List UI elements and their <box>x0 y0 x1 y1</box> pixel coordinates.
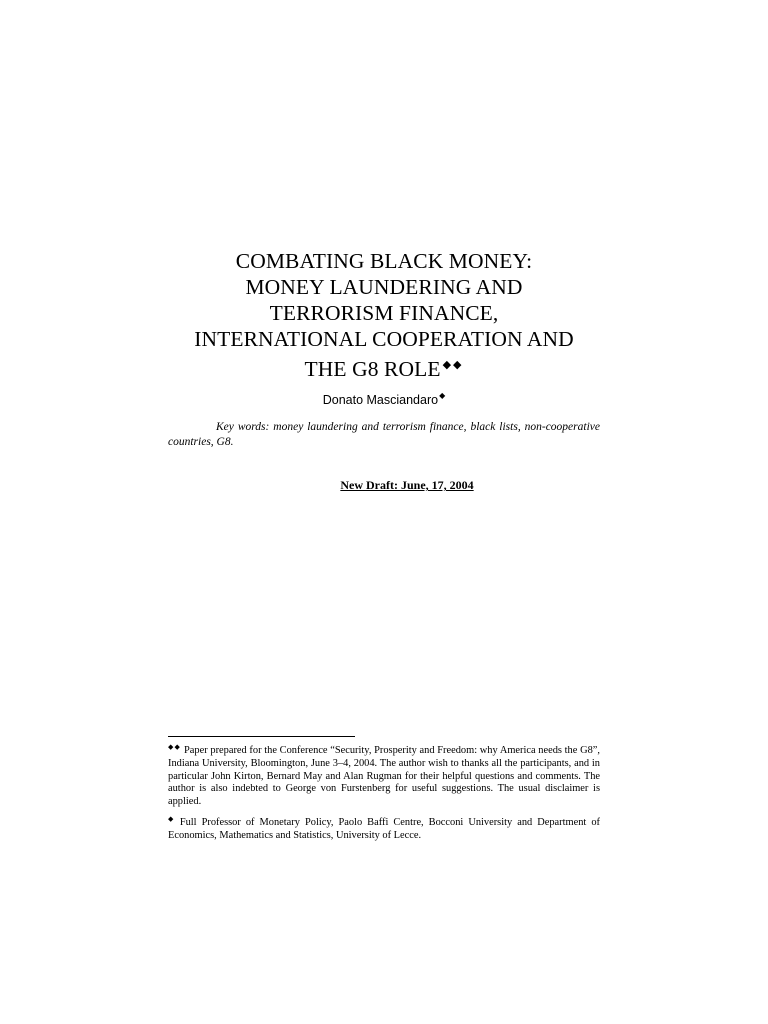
keywords-text: money laundering and terrorism finance, black lists, non-cooperative countries, G8. <box>168 421 600 448</box>
title-line-1: COMBATING BLACK MONEY: <box>235 249 533 273</box>
footnote-2-mark: ◆ <box>168 814 177 823</box>
title-line-5: THE G8 ROLE <box>304 357 441 381</box>
footnote-1-mark: ◆◆ <box>168 743 181 751</box>
footnote-separator <box>168 736 355 737</box>
footnote-1 <box>168 741 600 809</box>
title-line-5-wrapper <box>168 352 600 382</box>
keywords-label: Key words: <box>216 421 270 433</box>
footnote-2-text: Full Professor of Monetary Policy, Paolo Baffi Centre, Bocconi University and Department of Economics, Mathematics and Statistics, University of Lecce. <box>168 816 600 841</box>
author-line <box>168 391 600 407</box>
footnote-1-text: Paper prepared for the Conference “Security, Prosperity and Freedom: why America needs the G8”, Indiana University, Bloomington, June 3–4, 2004. The author wish to thanks all the participants, and in particular John Kirton, Bernard May and Alan Rugman for their helpful questions and comments. The author is also indebted to George von Furstenberg for useful suggestions. The usual disclaimer is applied. <box>168 745 600 808</box>
keywords-paragraph <box>168 420 600 450</box>
footnotes <box>168 741 600 847</box>
footnote-2 <box>168 813 600 843</box>
draft-date: New Draft: June, 17, 2004 <box>340 478 474 492</box>
title-footnote-mark: ◆◆ <box>442 359 464 371</box>
title-line-3: TERRORISM FINANCE, <box>269 301 499 325</box>
author-name: Donato Masciandaro <box>322 393 439 407</box>
paper-title <box>168 248 600 382</box>
title-line-2: MONEY LAUNDERING AND <box>245 275 523 299</box>
title-line-4: INTERNATIONAL COOPERATION AND <box>194 327 574 351</box>
author-footnote-mark: ◆ <box>439 391 446 400</box>
